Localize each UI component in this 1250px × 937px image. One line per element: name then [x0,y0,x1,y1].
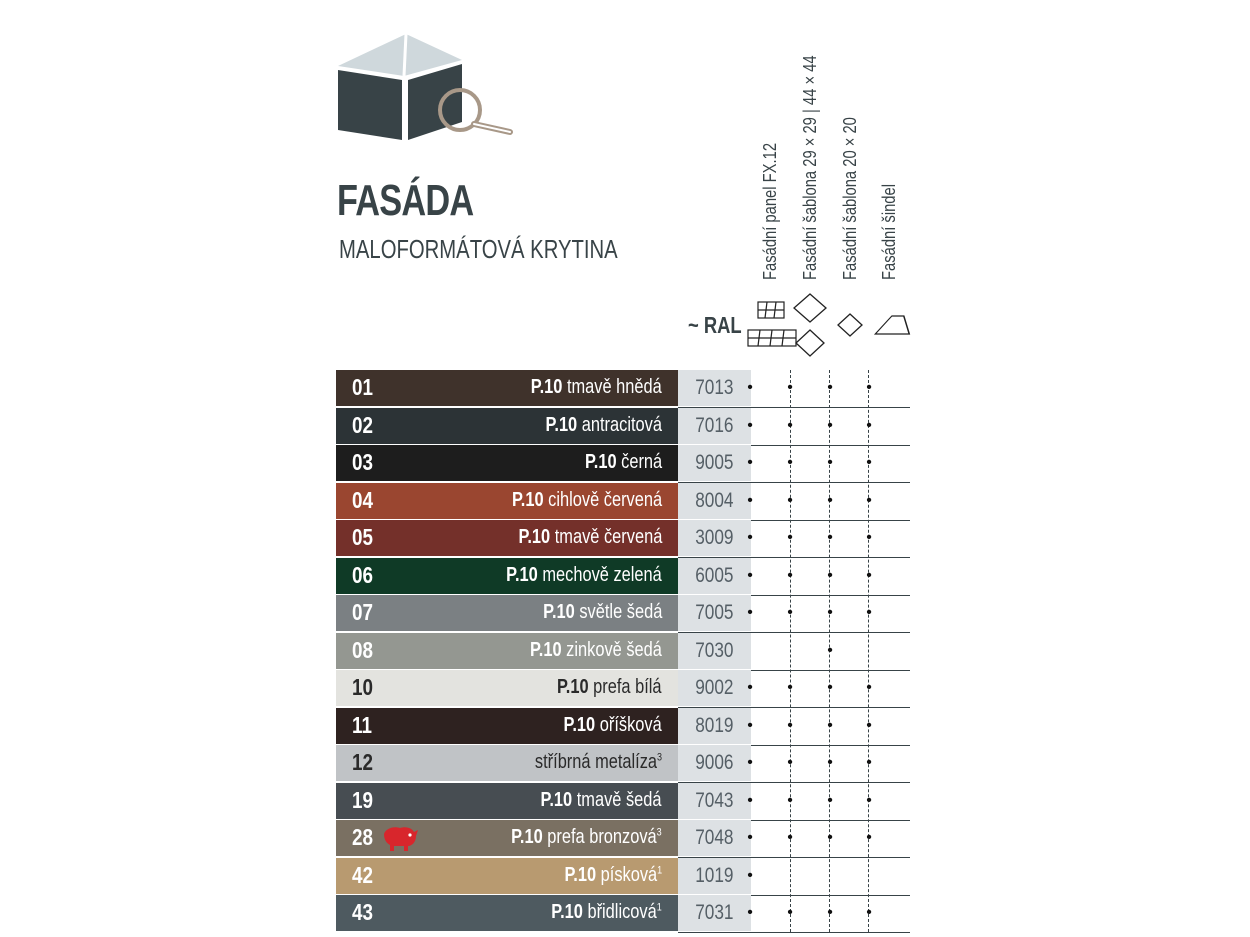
availability-mark: • [787,567,793,584]
color-number: 05 [352,524,373,550]
color-number: 02 [352,412,373,438]
color-name: P.10 tmavě hnědá [530,376,662,398]
availability-mark: • [866,417,872,434]
availability-mark: • [827,679,833,696]
availability-mark: • [747,792,753,809]
availability-mark: • [827,492,833,509]
table-row [336,595,910,631]
color-number: 28 [352,824,373,850]
availability-mark: • [747,867,753,884]
color-swatch [336,370,678,406]
color-number: 03 [352,449,373,475]
availability-mark: • [866,679,872,696]
availability-mark: • [747,454,753,471]
color-name: stříbrná metalíza$^3$ [534,751,662,773]
table-row [336,670,910,706]
availability-mark [731,633,769,669]
color-swatch [336,633,678,669]
ral-code: 1019 [678,858,751,894]
column-header-sablona-20: Fasádní šablona 20 × 20 [840,117,860,280]
table-row [336,708,910,744]
availability-mark: • [747,492,753,509]
color-swatch [336,820,678,856]
availability-mark: • [866,717,872,734]
ral-code: 6005 [678,558,751,594]
color-name: P.10 tmavě šedá [541,789,662,811]
availability-mark: • [787,754,793,771]
color-name: P.10 prefa bronzová$^3$ [511,826,662,848]
availability-mark: • [787,829,793,846]
color-swatch [336,558,678,594]
availability-mark: • [747,529,753,546]
availability-mark: • [866,754,872,771]
availability-mark [771,633,809,669]
color-name: P.10 oříšková [563,714,662,736]
ral-code: 7048 [678,820,751,856]
ral-code: 8004 [678,483,751,519]
availability-mark: • [866,567,872,584]
availability-mark: • [827,604,833,621]
color-swatch [336,445,678,481]
color-name: P.10 mechově zelená [506,564,662,586]
availability-mark: • [827,792,833,809]
table-row [336,745,910,781]
house-magnifier-icon [336,32,516,144]
color-number: 06 [352,562,373,588]
color-swatch [336,520,678,556]
ral-code: 8019 [678,708,751,744]
table-row [336,783,910,819]
color-name: P.10 zinkově šedá [530,639,662,661]
color-name: P.10 tmavě červená [518,526,662,548]
color-number: 11 [352,712,372,738]
page-subtitle: MALOFORMÁTOVÁ KRYTINA [339,234,618,264]
color-name: P.10 cihlově červená [511,489,662,511]
color-number: 08 [352,637,373,663]
color-swatch [336,708,678,744]
bull-icon [380,824,420,852]
availability-mark: • [747,567,753,584]
panel-grid-icon [748,302,796,346]
table-row [336,558,910,594]
ral-code: 7030 [678,633,751,669]
availability-mark: • [827,642,833,659]
color-swatch [336,483,678,519]
availability-mark: • [787,454,793,471]
availability-mark: • [747,904,753,921]
ral-code: 9002 [678,670,751,706]
availability-mark: • [787,904,793,921]
ral-code: 7031 [678,895,751,931]
color-name: P.10 břidlicová$^1$ [551,901,662,923]
color-swatch [336,745,678,781]
availability-mark: • [827,417,833,434]
availability-mark: • [827,829,833,846]
diamond-icon [794,294,862,356]
color-number: 01 [352,374,373,400]
table-row [336,483,910,519]
color-swatch [336,670,678,706]
availability-mark: • [787,604,793,621]
availability-mark: • [787,492,793,509]
availability-mark: • [787,792,793,809]
color-number: 19 [352,787,373,813]
color-swatch [336,595,678,631]
availability-mark: • [787,379,793,396]
table-row [336,408,910,444]
row-divider [678,932,910,933]
availability-mark: • [827,379,833,396]
color-swatch [336,895,678,931]
availability-mark: • [827,904,833,921]
table-row [336,895,910,931]
ral-code: 7016 [678,408,751,444]
product-symbols [740,288,920,358]
ral-code: 9005 [678,445,751,481]
ral-label: ~ RAL [688,312,742,338]
availability-mark [771,858,809,894]
color-swatch [336,858,678,894]
availability-mark [811,858,849,894]
availability-mark: • [787,417,793,434]
availability-mark: • [787,717,793,734]
page-title: FASÁDA [337,176,474,225]
availability-mark: • [866,492,872,509]
ral-code: 7013 [678,370,751,406]
availability-mark: • [866,604,872,621]
availability-mark: • [747,829,753,846]
color-number: 04 [352,487,373,513]
availability-mark: • [747,679,753,696]
color-number: 43 [352,899,373,925]
color-number: 12 [352,749,373,775]
availability-mark: • [827,454,833,471]
color-name: P.10 prefa bílá [557,676,662,698]
color-number: 07 [352,599,373,625]
column-header-sindel: Fasádní šindel [879,183,899,280]
availability-mark: • [827,529,833,546]
availability-mark: • [747,379,753,396]
availability-mark: • [866,904,872,921]
color-number: 42 [352,862,373,888]
color-swatch [336,408,678,444]
ral-code: 7005 [678,595,751,631]
table-row [336,520,910,556]
availability-mark: • [747,754,753,771]
table-row [336,445,910,481]
availability-mark: • [866,529,872,546]
rhombus-icon [875,316,916,334]
color-name: P.10 antracitová [545,414,662,436]
availability-mark: • [747,417,753,434]
table-row [336,370,910,406]
ral-code: 9006 [678,745,751,781]
availability-mark: • [787,679,793,696]
color-swatch [336,783,678,819]
availability-mark: • [866,379,872,396]
table-row [336,820,910,856]
column-header-sablona-29: Fasádní šablona 29 × 29 | 44 × 44 [800,55,820,280]
color-name: P.10 světle šedá [542,601,662,623]
availability-mark: • [866,454,872,471]
availability-mark [850,633,888,669]
color-name: P.10 písková$^1$ [564,864,662,886]
availability-mark [850,858,888,894]
table-row [336,858,910,894]
availability-mark: • [747,717,753,734]
column-header-panel-fx12: Fasádní panel FX.12 [760,142,780,280]
availability-mark: • [866,792,872,809]
availability-mark: • [866,829,872,846]
availability-mark: • [787,529,793,546]
ral-code: 7043 [678,783,751,819]
color-number: 10 [352,674,373,700]
availability-mark: • [747,604,753,621]
availability-mark: • [827,567,833,584]
availability-mark: • [827,754,833,771]
table-row [336,633,910,669]
ral-code: 3009 [678,520,751,556]
color-name: P.10 černá [584,451,662,473]
availability-mark: • [827,717,833,734]
